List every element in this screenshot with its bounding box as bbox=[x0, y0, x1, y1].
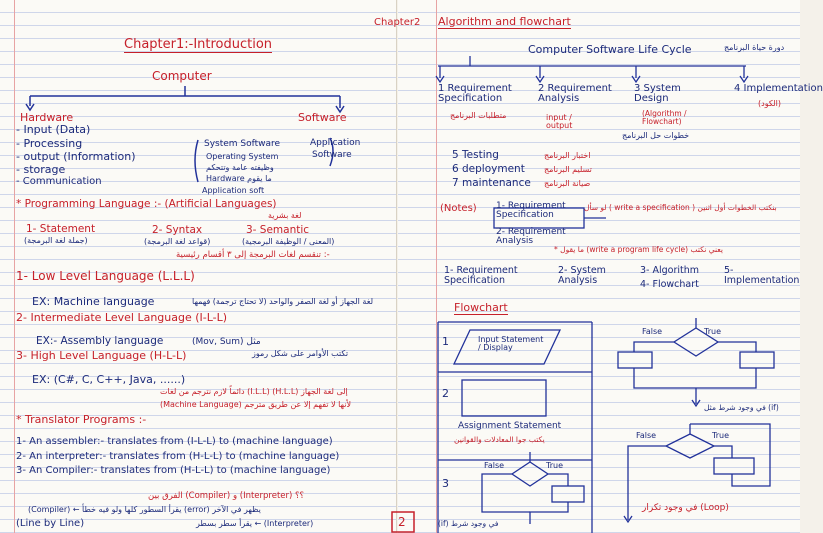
system-software-note: وظيفته عامة وتتحكم bbox=[206, 163, 274, 172]
sdlc-step-7: 7 maintenance bbox=[452, 177, 531, 189]
high-level-language: 3- High Level Language (H-L-L) bbox=[16, 349, 187, 362]
sdlc-step-4: 4 Implementation bbox=[734, 83, 823, 94]
software-label: Software bbox=[298, 111, 347, 124]
decision-note: (if) في وجود شرط bbox=[438, 519, 499, 528]
input-statement-label: Input Statement / Display bbox=[478, 335, 544, 352]
intermediate-level-language: 2- Intermediate Level Language (I-L-L) bbox=[16, 311, 228, 324]
flowchart-item-number: 2 bbox=[442, 387, 449, 400]
high-level-language-note: (Machine Language) لأنها لا تفهم إلا عن طريق مترجم bbox=[160, 400, 352, 409]
notes-item-2: 2- Requirement Analysis bbox=[496, 227, 566, 246]
programming-language-heading: * Programming Language :- (Artificial Languages) bbox=[16, 198, 277, 210]
translator-interpreter: 2- An interpreter:- translates from (H-L-L) to (machine language) bbox=[16, 451, 340, 462]
pl-statement-note: (جملة لغة البرمجة) bbox=[24, 236, 88, 245]
pl-statement: 1- Statement bbox=[26, 223, 96, 235]
hw-item: - output (Information) bbox=[16, 150, 136, 163]
notes-remark: لو سأل ( write a specification ) بنكتب الخطوات أول اثنين bbox=[584, 203, 777, 212]
pl-syntax: 2- Syntax bbox=[152, 224, 203, 236]
hw-item: - Communication bbox=[16, 176, 102, 187]
programming-language-note: لغة بشرية bbox=[268, 211, 302, 220]
assembly-language-example: EX:- Assembly language bbox=[36, 335, 164, 347]
application-software-label: Software bbox=[312, 150, 352, 160]
sdlc-step-3: 3 System Design bbox=[634, 83, 681, 104]
sdlc-step-5-note: اختبار البرنامج bbox=[544, 151, 591, 160]
if-condition-note: في وجود شرط مثل (if) bbox=[704, 403, 779, 412]
sdlc-step-5: 5 Testing bbox=[452, 149, 499, 161]
assignment-statement-label: Assignment Statement bbox=[458, 421, 562, 431]
software-life-cycle-title: Computer Software Life Cycle bbox=[528, 43, 692, 56]
application-software-label: Application bbox=[310, 138, 361, 148]
interpreter-difference-note: يقرأ سطر بسطر ← (Interpreter) bbox=[196, 519, 314, 528]
notes-label: (Notes) bbox=[440, 203, 477, 214]
summary-step-3: 3- Algorithm bbox=[640, 265, 700, 276]
translator-assembler: 1- An assembler:- translates from (I-L-L) to (machine language) bbox=[16, 436, 333, 447]
high-level-language-example: EX: (C#, C, C++, Java, ......) bbox=[32, 373, 186, 386]
decision-true-label: True bbox=[704, 327, 721, 336]
low-level-language: 1- Low Level Language (L.L.L) bbox=[16, 269, 195, 283]
right-page bbox=[374, 0, 823, 533]
sdlc-step-1: 1 Requirement Specification bbox=[438, 83, 512, 104]
flowchart-heading: Flowchart bbox=[454, 301, 508, 314]
loop-note: في وجود تكرار (Loop) bbox=[642, 503, 729, 513]
sdlc-step-3-sub: (Algorithm / Flowchart) bbox=[642, 109, 687, 126]
summary-step-1: 1- Requirement Specification bbox=[444, 265, 518, 286]
sdlc-step-2: 2 Requirement Analysis bbox=[538, 83, 612, 104]
sdlc-step-6: 6 deployment bbox=[452, 163, 525, 175]
assignment-statement-note: يكتب جوا المعادلات والقوانين bbox=[454, 435, 545, 444]
software-life-cycle-note: دورة حياة البرنامج bbox=[724, 43, 785, 52]
high-level-language-note: دائماً لازم نترجم من لغات (I.L.L) (H.L.L) إلى لغة الجهاز bbox=[160, 387, 348, 396]
assembly-language-code: (Mov, Sum) مثل bbox=[192, 337, 261, 347]
system-software-note: Hardware ما يقوم bbox=[206, 174, 272, 183]
chapter2-title: Algorithm and flowchart bbox=[438, 15, 571, 28]
summary-step-2: 2- System Analysis bbox=[558, 265, 606, 286]
translator-programs-heading: * Translator Programs :- bbox=[16, 413, 147, 426]
summary-step-4: 4- Flowchart bbox=[640, 279, 699, 290]
sdlc-step-1-note: متطلبات البرنامج bbox=[450, 111, 507, 120]
system-software-note: Operating System bbox=[206, 152, 279, 161]
sdlc-step-2-io: input / output bbox=[546, 113, 573, 130]
decision-false-label: False bbox=[484, 461, 505, 470]
left-page bbox=[0, 0, 397, 533]
machine-language-example: EX: Machine language bbox=[32, 295, 155, 308]
notes-remark: * ما يقول (write a program life cycle) يعني نكتب bbox=[554, 245, 723, 254]
hw-item: - storage bbox=[16, 163, 66, 176]
chapter1-title: Chapter1:-Introduction bbox=[124, 37, 273, 52]
notes-item-1: 1- Requirement Specification bbox=[496, 201, 566, 220]
hw-item: - Input (Data) bbox=[16, 123, 91, 136]
pl-syntax-note: (قواعد لغة البرمجة) bbox=[144, 237, 211, 246]
application-soft-note: Application soft bbox=[202, 186, 265, 195]
sdlc-step-4-note: (الكود) bbox=[758, 99, 782, 108]
flowchart-item-number: 3 bbox=[442, 477, 449, 490]
sdlc-step-6-note: تسليم البرنامج bbox=[544, 165, 592, 174]
compiler-difference-note: (Compiler) ← يقرأ السطور كلها ولو فيه خطأ (error) يظهر في الآخر bbox=[28, 505, 261, 514]
pl-semantic-note: (المعنى / الوظيفة البرمجية) bbox=[242, 237, 335, 246]
page-number: 2 bbox=[398, 515, 406, 529]
sdlc-step-3-note: خطوات حل البرنامج bbox=[622, 131, 690, 140]
assembly-language-note: تكتب الأوامر على شكل رموز bbox=[252, 349, 349, 358]
loop-true-label: True bbox=[712, 431, 729, 440]
computer-label: Computer bbox=[152, 69, 212, 83]
machine-language-note: لغة الجهاز أو لغة الصفر والواحد (لا تحتاج ترجمة) فهمها bbox=[192, 297, 374, 306]
line-by-line-label: (Line by Line) bbox=[16, 518, 85, 529]
chapter2-label: Chapter2 bbox=[374, 17, 421, 28]
sdlc-step-7-note: صيانة البرنامج bbox=[544, 179, 591, 188]
system-software-label: System Software bbox=[204, 139, 281, 149]
summary-step-5: 5- Implementation bbox=[724, 265, 800, 286]
hardware-label: Hardware bbox=[20, 111, 74, 124]
loop-false-label: False bbox=[636, 431, 657, 440]
compiler-interpreter-difference: الفرق بين (Compiler) و (Interpreter) ؟؟ bbox=[148, 491, 305, 501]
translator-compiler: 3- An Compiler:- translates from (H-L-L) to (machine language) bbox=[16, 465, 331, 476]
hw-item: - Processing bbox=[16, 137, 83, 150]
pl-semantic: 3- Semantic bbox=[246, 224, 310, 236]
flowchart-item-number: 1 bbox=[442, 335, 449, 348]
decision-false-label: False bbox=[642, 327, 663, 336]
decision-true-label: True bbox=[546, 461, 563, 470]
pl-division-note: تنقسم لغات البرمجة إلى ٣ أقسام رئيسية :- bbox=[176, 250, 330, 260]
